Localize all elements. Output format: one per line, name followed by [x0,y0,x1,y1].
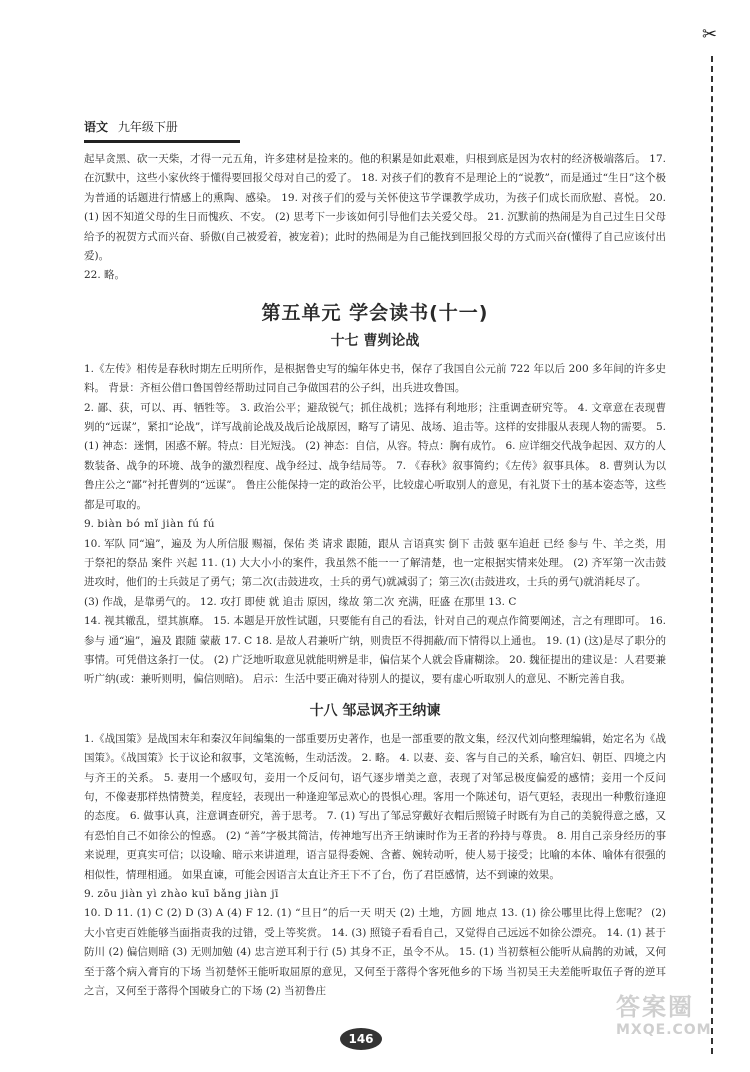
pinyin-number: 9. [84,888,95,900]
page-header [84,118,178,135]
pinyin-line [84,515,666,534]
watermark-logo: 答案圈 [616,993,694,1021]
grade-label: 九年级下册 [117,120,178,134]
intro-paragraph: 起早贪黑、砍一天柴，才得一元五角，许多建材是捡来的。他的积累是如此艰难，归根到底是因为农村的经济极端落后。 17. 在沉默中，这些小家伙终于懂得要回报父母对自己的爱了。 18. 对孩子们的教育不是理论上的“说教”，而是通过“生日”这个极为普通的话题进行情感上的熏陶、感染。 19. 对孩子们的爱与关怀使这节学课教学成功，为孩子们成长而欣慰、喜悦。 20. (1) 因不知道父母的生日而愧疚、不安。 (2) 思考下一步该如何引导他们去关爱父母。 21. 沉默前的热闹是为自己过生日父母给予的祝贺方式而兴奋、骄傲(自己被爱着，被宠着)；此时的热闹是为自己能找到回报父母的方式而兴奋(懂得了自己应该付出爱)。 [84,153,666,263]
answer-paragraph: (3) 作战，是靠勇气的。 12. 攻打 即使 就 追击 原因，缘故 第二次 充满，旺盛 在那里 13. C [84,595,517,608]
answer-paragraph: 14. 视其辙乱，望其旗靡。 15. 本题是开放性试题，只要能有自己的看法，针对自己的观点作简要阐述，言之有理即可。 16. 参与 通“遍”，遍及 跟随 蒙蔽 17. C 18. 是故人君兼听广纳，则贵臣不得拥蔽/而下情得以上通也。 19. (1) (这)是尽了职分的事情。可凭借这条打一仗。 (2) 广泛地听取意见就能明辨是非，偏信某个人就会昏庸糊涂。 20. 魏征提出的建议是：人君要兼听广纳(或：兼听则明，偏信则暗)。 启示：生活中要正确对待别人的提议，要有虚心听取别人的意见、不断完善自我。 [84,615,666,686]
answer-paragraph: 10. D 11. (1) C (2) D (3) A (4) F 12. (1) “旦日”的后一天 明天 (2) 土地，方圆 地点 13. (1) 徐公哪里比得上您呢？ (2) 大小官吏百姓能够当面指责我的过错，受上等奖赏。 14. (3) 照镜子看看自己，又觉得自己远远不如徐公漂亮。 14. (1) 甚于防川 (2) 偏信则暗 (3) 无则加勉 (4) 忠言逆耳利于行 (5) 其身不正，虽令不从。 15. (1) 当初蔡桓公能听从扁鹊的劝诫，又何至于落个病入膏肓的下场 当初楚怀王能听取屈原的意见，又何至于落得个客死他乡的下场 当初吴王夫差能听取伍子胥的逆耳之言，又何至于落得个国破身亡的下场 (2) 当初鲁庄 [84,907,666,998]
answer-content [84,150,666,1001]
scissors-icon: ✂ [702,24,718,45]
section-title: 十七 曹刿论战 [330,332,420,349]
answer-paragraph: 2. 鄙、获，可以、再、牺牲等。 3. 政治公平；避敌锐气；抓住战机；选择有利地形；注重调查研究等。 4. 文章意在表现曹刿的“远谋”，紧扣“论战”，详写战前论战及战后论战原因，略写了请见、战场、追击等。这样的安排服从表现人物的需要。 5. (1) 神态：迷惘，困惑不解。特点：目光短浅。 (2) 神态：自信，从容。特点：胸有成竹。 6. 应详细交代战争起因、双方的人数装备、战争的环境、战争的激烈程度、战争经过、战争结局等。 7. 《春秋》叙事简约；《左传》叙事具体。 8. 曹刿认为以鲁庄公之“鄙”衬托曹刿的“远谋”。 鲁庄公能保持一定的政治公平，比较虚心听取别人的意见，有礼贤下士的基本姿态等，这些都是可取的。 [84,401,666,511]
answer-paragraph: 1.《左传》相传是春秋时期左丘明所作，是根据鲁史写的编年体史书，保存了我国自公元前 722 年以后 200 多年间的许多史料。 背景：齐桓公借口鲁国曾经帮助过同自己争做国君的公子纠，出兵进攻鲁国。 [84,362,666,395]
answer-paragraph: 10. 军队 同“遍”，遍及 为人所信服 赐福，保佑 类 请求 跟随，跟从 言语真实 倒下 击鼓 驱车追赶 已经 参与 牛、羊之类，用于祭祀的祭品 案件 兴起 11. (1) 大大小小的案件，我虽然不能一一了解清楚，也一定根据实情来处理。 (2) 齐军第一次击鼓进攻时，他们的士兵鼓足了勇气；第二次(击鼓进攻，士兵的勇气)就减弱了；第三次(击鼓进攻，士兵的勇气)就消耗尽了。 [84,537,666,589]
pinyin-text: zōu jiàn yì zhào kuī bǎng jiàn jī [97,888,279,900]
page-number: 146 [340,1028,382,1050]
pinyin-number: 9. [84,518,95,531]
watermark [616,992,744,1038]
answer-paragraph: 1.《战国策》是战国末年和秦汉年间编集的一部重要历史著作，也是一部重要的散文集，经汉代刘向整理编辑，始定名为《战国策》。《战国策》长于议论和叙事，文笔流畅，生动活泼。 2. 略。 4. 以妻、妾、客与自己的关系，喻宫妇、朝臣、四境之内与齐王的关系。 5. 妻用一个感叹句，妾用一个反问句，语气逐步增美之意，表现了对邹忌极度偏爱的感情；妾用一个反问句，不像妻那样热情赞美，程度轻，表现出一种逢迎邹忌欢心的畏惧心理。客用一个陈述句，语气更轻，表现出一种敷衍逢迎的态度。 6. 做事认真，注意调查研究，善于思考。 7. (1) 写出了邹忌穿戴好衣帽后照镜子时既有为自己的美貌得意之感，又有恐怕自己不如徐公的惶惑。 (2) “善”字极其简洁，传神地写出齐王纳谏时作为王者的矜持与尊贵。 8. 用自己亲身经历的事来说理，更真实可信；以设喻、暗示来讲道理，语言显得委婉、含蓄、婉转动听，使人易于接受；比喻的本体、喻体有很强的相似性，情理相通。 如果直谏，可能会因语言太直让齐王下不了台，伤了君臣感情，达不到谏的效果。 [84,732,666,881]
watermark-url: MXQE.COM [616,1022,712,1038]
header-rule [84,140,240,143]
section-title: 十八 邹忌讽齐王纳谏 [309,702,441,719]
pinyin-line [84,885,666,904]
subject-label: 语文 [84,120,109,134]
cut-line [711,56,713,1054]
unit-title: 第五单元 学会读书(十一) [261,301,489,324]
pinyin-text: biàn bó mǐ jiàn fú fú [97,518,215,531]
intro-paragraph: 22. 略。 [84,269,126,282]
